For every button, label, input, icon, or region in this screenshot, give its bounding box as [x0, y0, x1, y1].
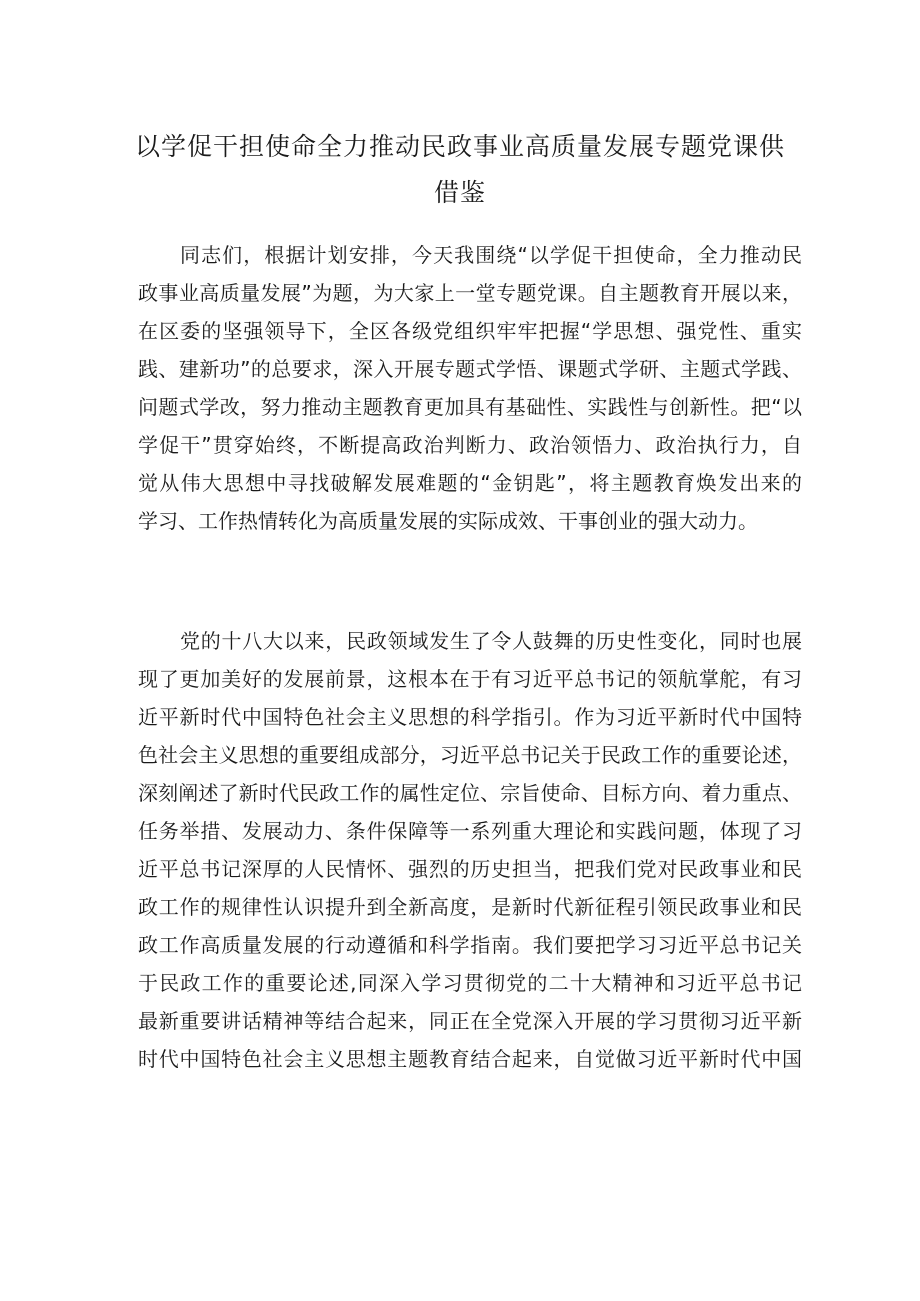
paragraph-2 — [138, 622, 802, 1078]
document-title-line-1: 以学促干担使命全力推动民政事业高质量发展专题党课供 — [134, 132, 785, 161]
paragraph-line: 觉从伟大思想中寻找破解发展难题的“金钥匙”，将主题教育焕发出来的 — [138, 471, 802, 495]
paragraph-line: 任务举措、发展动力、条件保障等一系列重大理论和实践问题，体现了习 — [138, 819, 802, 843]
paragraph-line: 政事业高质量发展”为题，为大家上一堂专题党课。自主题教育开展以来， — [138, 281, 802, 305]
paragraph-line: 近平总书记深厚的人民情怀、强烈的历史担当，把我们党对民政事业和民 — [138, 857, 802, 881]
paragraph-line: 政工作高质量发展的行动遵循和科学指南。我们要把学习习近平总书记关 — [138, 933, 802, 957]
paragraph-line: 深刻阐述了新时代民政工作的属性定位、宗旨使命、目标方向、着力重点、 — [138, 781, 802, 805]
paragraph-line: 近平新时代中国特色社会主义思想的科学指引。作为习近平新时代中国特 — [138, 705, 802, 729]
paragraph-line: 政工作的规律性认识提升到全新高度，是新时代新征程引领民政事业和民 — [138, 895, 802, 919]
paragraph-1 — [138, 236, 802, 540]
paragraph-line: 学习、工作热情转化为高质量发展的实际成效、干事创业的强大动力。 — [138, 509, 758, 533]
paragraph-line: 践、建新功”的总要求，深入开展专题式学悟、课题式学研、主题式学践、 — [138, 357, 802, 381]
paragraph-line: 最新重要讲话精神等结合起来，同正在全党深入开展的学习贯彻习近平新 — [138, 1009, 802, 1033]
paragraph-line: 时代中国特色社会主义思想主题教育结合起来，自觉做习近平新时代中国 — [138, 1047, 802, 1071]
paragraph-line: 色社会主义思想的重要组成部分，习近平总书记关于民政工作的重要论述， — [138, 743, 802, 767]
paragraph-line: 于民政工作的重要论述,同深入学习贯彻党的二十大精神和习近平总书记 — [138, 971, 802, 995]
document-title-line-2: 借鉴 — [433, 178, 486, 207]
paragraph-line: 现了更加美好的发展前景，这根本在于有习近平总书记的领航掌舵，有习 — [138, 667, 802, 691]
paragraph-line: 学促干”贯穿始终，不断提高政治判断力、政治领悟力、政治执行力，自 — [138, 433, 802, 457]
paragraph-line: 党的十八大以来，民政领域发生了令人鼓舞的历史性变化，同时也展 — [180, 629, 802, 653]
paragraph-line: 在区委的坚强领导下，全区各级党组织牢牢把握“学思想、强党性、重实 — [138, 319, 802, 343]
paragraph-line: 问题式学改，努力推动主题教育更加具有基础性、实践性与创新性。把“以 — [138, 395, 802, 419]
paragraph-line: 同志们，根据计划安排，今天我围绕“以学促干担使命，全力推动民 — [180, 243, 802, 267]
